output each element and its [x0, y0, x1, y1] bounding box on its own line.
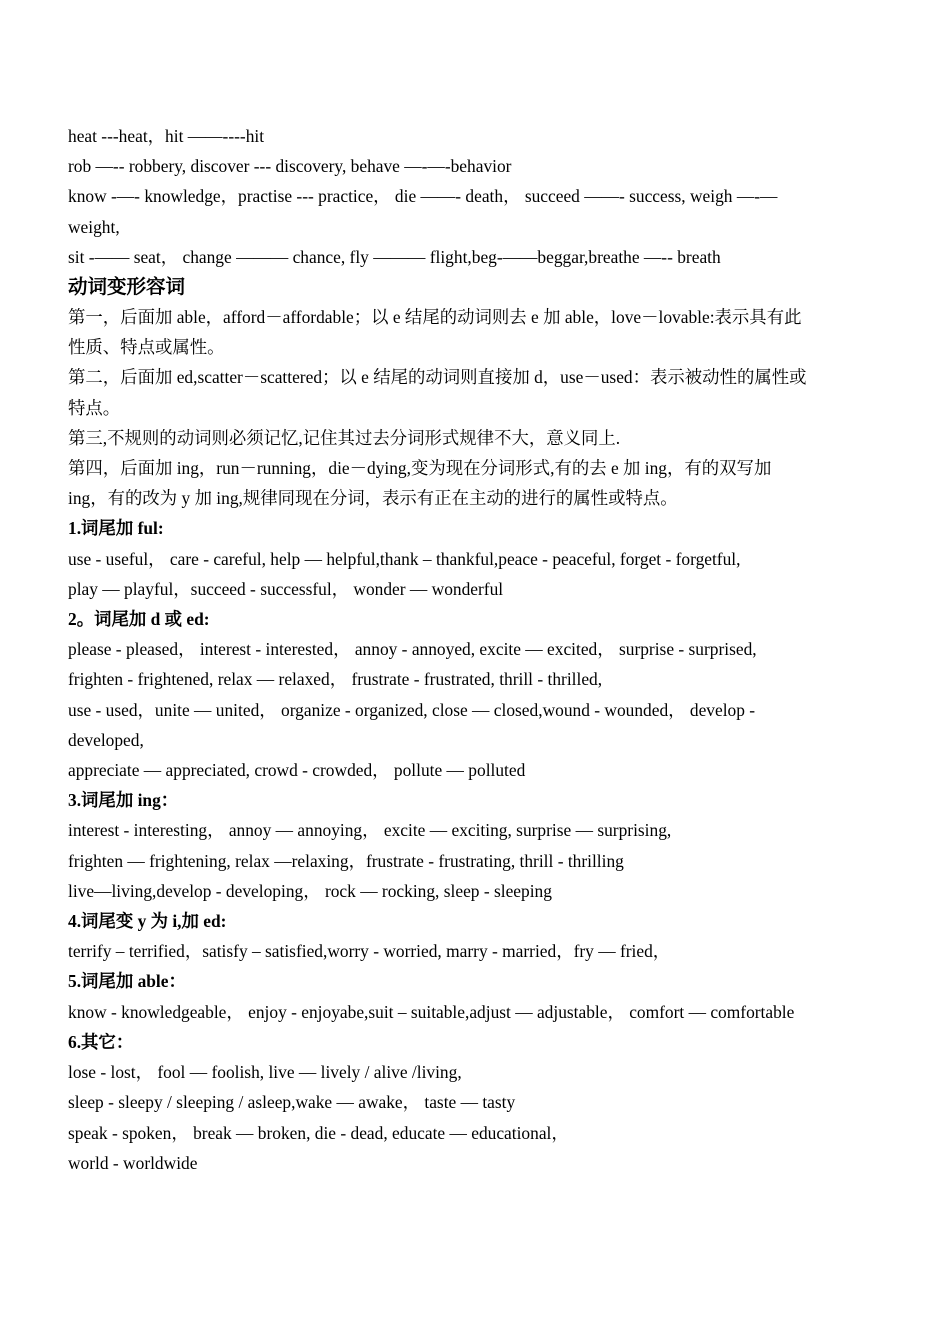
example-line: use - useful， care - careful, help — helpful,thank – thankful,peace - peaceful, forget - forgetful,	[68, 548, 741, 569]
example-line: sleep - sleepy / sleeping / asleep,wake — awake， taste — tasty	[68, 1092, 516, 1113]
subsection-title: 1.词尾加 ful:	[68, 518, 164, 539]
subsection-title: 3.词尾加 ing：	[68, 790, 179, 811]
section-ed	[68, 604, 888, 785]
example-line: know - knowledgeable， enjoy - enjoyabe,suit – suitable,adjust — adjustable， comfort — comfortable	[68, 1001, 795, 1022]
document-body	[68, 121, 888, 1178]
rule-line: 第三,不规则的动词则必须记忆,记住其过去分词形式规律不大，意义同上.	[68, 427, 621, 448]
intro-line: sit -—— seat， change ——— chance, fly ——— flight,beg-——beggar,breathe —-- breath	[68, 246, 721, 267]
subsection-title: 5.词尾加 able：	[68, 971, 186, 992]
rule-line: 第一，后面加 able，afford－affordable；以 e 结尾的动词则去 e 加 able，love－lovable:表示具有此	[68, 307, 802, 328]
example-line: live—living,develop - developing， rock — rocking, sleep - sleeping	[68, 880, 552, 901]
example-line: developed,	[68, 729, 144, 750]
rule-line: 第二，后面加 ed,scatter－scattered；以 e 结尾的动词则直接加 d，use－used：表示被动性的属性或	[68, 367, 807, 388]
example-line: frighten - frightened, relax — relaxed， frustrate - frustrated, thrill - thrilled,	[68, 669, 603, 690]
section-other	[68, 1027, 888, 1178]
intro-line: heat ---heat，hit ——----hit	[68, 126, 265, 146]
intro-line: know -—- knowledge，practise --- practice， die ——- death， succeed ——- success, weigh —-—	[68, 186, 778, 207]
rule-line: ing，有的改为 y 加 ing,规律同现在分词，表示有正在主动的进行的属性或特点。	[68, 488, 678, 509]
intro-line: rob —-- robbery, discover --- discovery, behave —-—-behavior	[68, 156, 512, 177]
subsection-title: 4.词尾变 y 为 i,加 ed:	[68, 911, 227, 932]
intro-line: weight,	[68, 216, 120, 237]
subsection-title: 6.其它：	[68, 1031, 134, 1052]
rule-line: 特点。	[68, 397, 121, 418]
example-line: play — playful，succeed - successful， wonder — wonderful	[68, 578, 504, 599]
section-y-to-i	[68, 906, 888, 966]
example-line: world - worldwide	[68, 1152, 198, 1173]
example-line: please - pleased， interest - interested， annoy - annoyed, excite — excited， surprise - surprised,	[68, 639, 757, 660]
example-line: lose - lost， fool — foolish, live — lively / alive /living,	[68, 1062, 462, 1083]
example-line: appreciate — appreciated, crowd - crowded， pollute — polluted	[68, 760, 526, 781]
intro-block	[68, 121, 888, 272]
section-ing	[68, 785, 888, 906]
section-able	[68, 966, 888, 1026]
example-line: frighten — frightening, relax —relaxing，frustrate - frustrating, thrill - thrilling	[68, 850, 624, 871]
rule-line: 性质、特点或属性。	[68, 337, 225, 358]
subsection-title: 2。词尾加 d 或 ed:	[68, 609, 210, 630]
example-line: speak - spoken， break — broken, die - dead, educate — educational，	[68, 1122, 569, 1143]
example-line: terrify – terrified，satisfy – satisfied,worry - worried, marry - married，fry — fried，	[68, 941, 671, 962]
section-heading: 动词变形容词	[68, 275, 186, 299]
rule-line: 第四，后面加 ing，run－running，die－dying,变为现在分词形式,有的去 e 加 ing，有的双写加	[68, 458, 772, 479]
example-line: interest - interesting， annoy — annoying， excite — exciting, surprise — surprising,	[68, 820, 672, 841]
example-line: use - used，unite — united， organize - organized, close — closed,wound - wounded， develop -	[68, 699, 756, 720]
rules-block	[68, 302, 888, 513]
section-ful	[68, 513, 888, 604]
